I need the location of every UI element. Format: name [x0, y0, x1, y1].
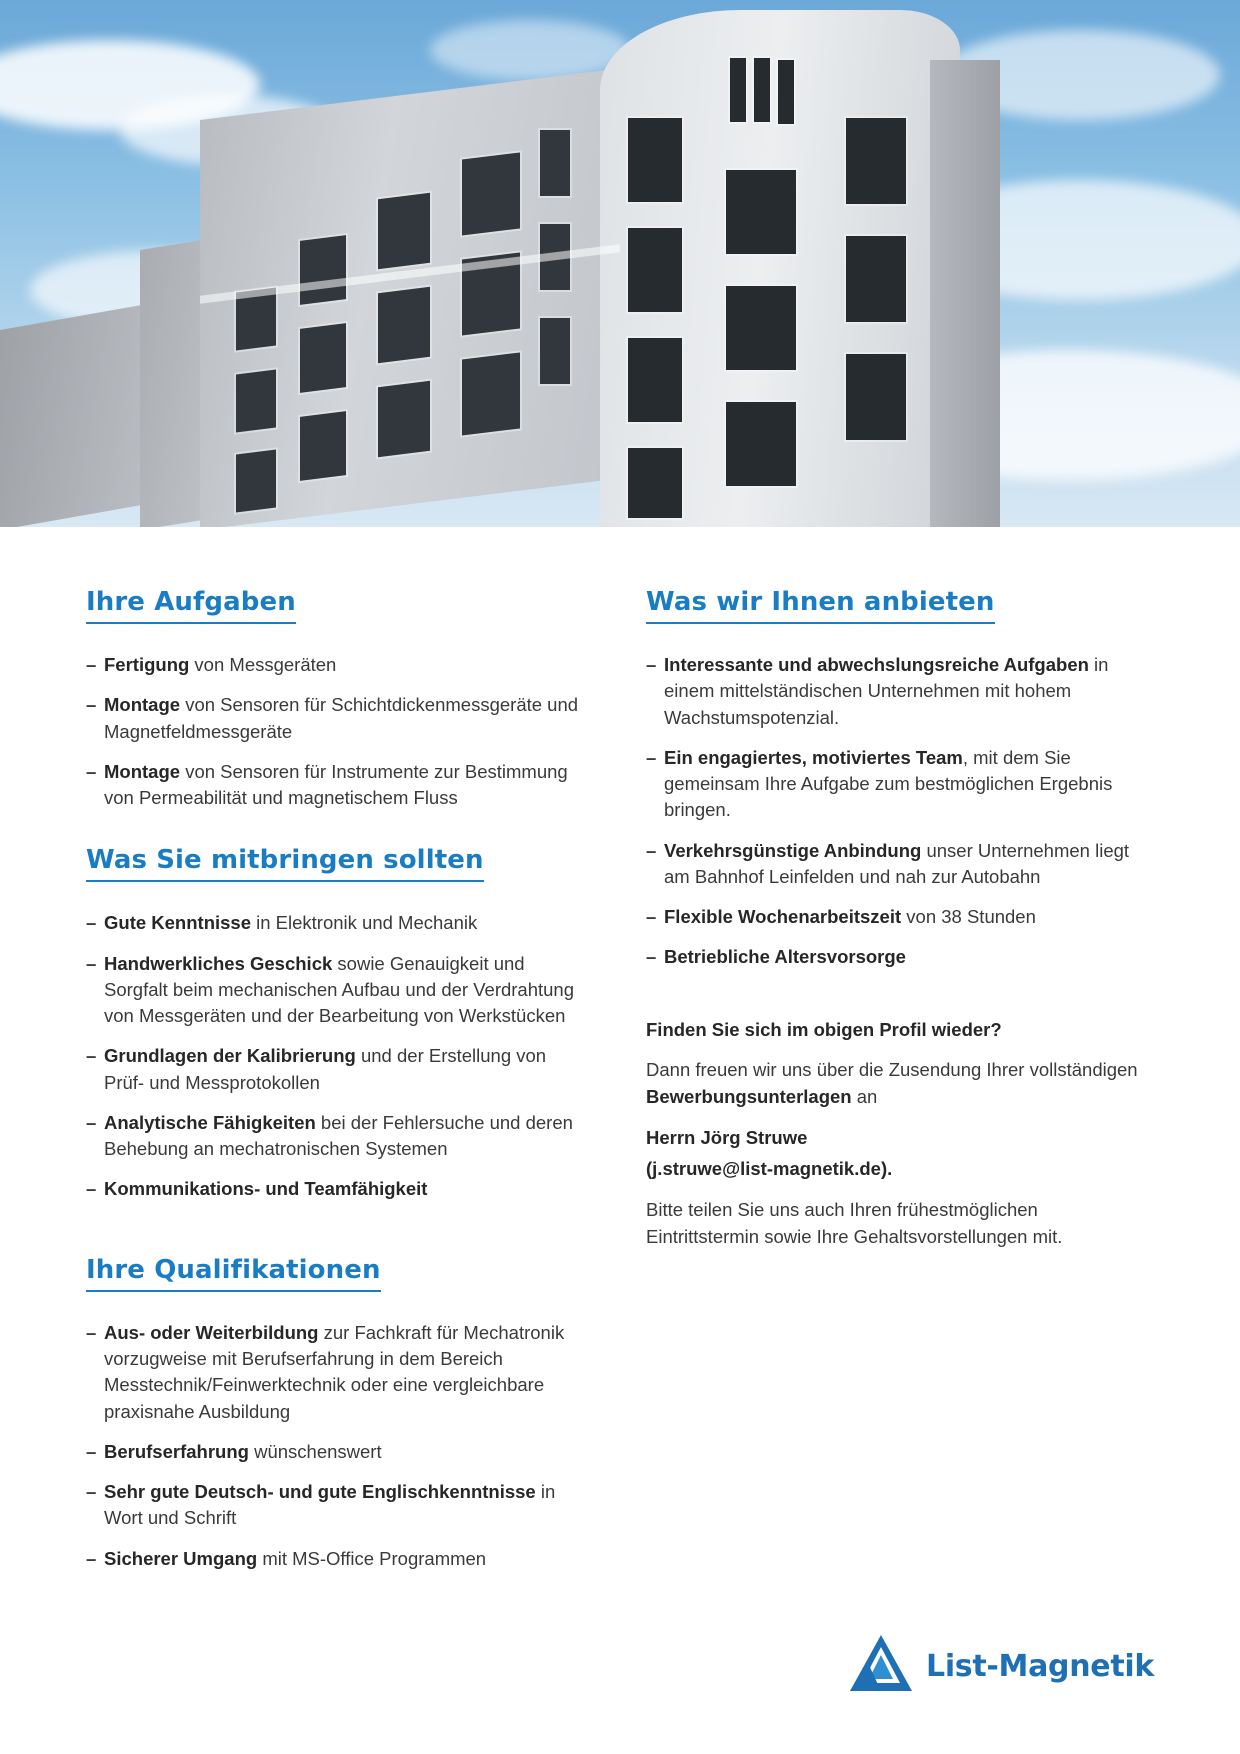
list-item: [646, 745, 1148, 824]
window: [628, 118, 682, 202]
triangle-a-logo-icon: [848, 1633, 914, 1700]
section-heading: Was Sie mitbringen sollten: [86, 845, 484, 882]
closing-invitation: [646, 1057, 1148, 1111]
list-item-lead: Verkehrsgünstige Anbindung: [664, 839, 922, 861]
closing-invitation-post: an: [851, 1086, 878, 1108]
list-item: [86, 1439, 588, 1465]
document-body: [0, 527, 1240, 1606]
list-item-rest: in Wort und Schrift: [104, 1481, 556, 1529]
list-item: [86, 692, 588, 745]
company-logo: [848, 1633, 1154, 1700]
list-item-lead: Fertigung: [104, 654, 190, 675]
list-item-lead: Kommunikations- und Teamfähigkeit: [104, 1178, 428, 1200]
window: [846, 354, 906, 440]
list-item: [86, 1043, 588, 1096]
window: [378, 287, 430, 363]
window: [726, 170, 796, 254]
list-item: [646, 838, 1148, 891]
list-item-rest: von 38 Stunden: [901, 906, 1036, 928]
list-item: [86, 910, 588, 936]
list-item: [86, 652, 588, 678]
list-item-lead: Handwerkliches Geschick: [104, 952, 333, 974]
left-column: [86, 587, 588, 1606]
list-item-lead: Sehr gute Deutsch- und gute Englischkenntnisse: [104, 1481, 536, 1503]
window: [628, 448, 682, 518]
window: [540, 318, 570, 384]
list-item-rest: von Messgeräten: [189, 654, 337, 675]
list-item: [86, 1176, 588, 1202]
window: [628, 338, 682, 422]
list-item-lead: Aus- oder Weiterbildung: [104, 1321, 319, 1343]
list-item-rest: wünschenswert: [248, 1440, 382, 1462]
window: [778, 60, 794, 124]
qualifications-list: [86, 1320, 588, 1572]
list-item-lead: Flexible Wochenarbeitszeit: [664, 906, 902, 928]
list-item-lead: Betriebliche Altersvorsorge: [664, 946, 906, 968]
list-item-rest: von Sensoren für Instrumente zur Bestimmung von Permeabilität und magnetischem Fluss: [104, 760, 568, 809]
list-item: [646, 652, 1148, 731]
closing-invitation-pre: Dann freuen wir uns über die Zusendung Ihrer vollständigen: [646, 1059, 1138, 1081]
section-heading: Was wir Ihnen anbieten: [646, 587, 995, 624]
closing-question: Finden Sie sich im obigen Profil wieder?: [646, 1018, 1002, 1040]
task-list: [86, 652, 588, 811]
building-edge-right: [930, 60, 1000, 527]
closing-invitation-bold: Bewerbungsunterlagen: [646, 1086, 852, 1108]
list-item-lead: Montage: [104, 694, 181, 716]
list-item-rest: , mit dem Sie gemeinsam Ihre Aufgabe zum bestmöglichen Ergebnis bringen.: [664, 746, 1113, 821]
list-item-rest: unser Unternehmen liegt am Bahnhof Leinfelden und nah zur Autobahn: [664, 839, 1130, 887]
logo-wordmark: List-Magnetik: [926, 1649, 1154, 1684]
list-item-rest: bei der Fehlersuche und deren Behebung an mechatronischen Systemen: [104, 1111, 573, 1160]
window: [462, 352, 520, 435]
requirements-list: [86, 910, 588, 1202]
window: [730, 58, 746, 122]
section-was-sie-mitbringen-sollten: [86, 845, 588, 1202]
window: [236, 450, 276, 513]
window: [300, 411, 346, 481]
list-item: [646, 944, 1148, 970]
contact-email[interactable]: (j.struwe@list-magnetik.de).: [646, 1157, 893, 1179]
window: [300, 323, 346, 393]
list-item-rest: in einem mittelständischen Unternehmen mit hohem Wachstumspotenzial.: [664, 654, 1109, 728]
benefits-list: [646, 652, 1148, 971]
window: [378, 193, 430, 269]
list-item-rest: zur Fachkraft für Mechatronik vorzugweise mit Berufserfahrung in dem Bereich Messtechnik/Feinwerktechnik oder eine vergleichbare praxisnahe Ausbildung: [104, 1321, 565, 1422]
list-item-lead: Interessante und abwechslungsreiche Aufgaben: [664, 654, 1089, 675]
window: [300, 235, 346, 305]
window: [846, 236, 906, 322]
list-item-lead: Berufserfahrung: [104, 1440, 249, 1462]
section-heading: Ihre Aufgaben: [86, 587, 296, 624]
list-item-lead: Gute Kenntnisse: [104, 912, 251, 934]
closing-final-note: Bitte teilen Sie uns auch Ihren frühestmöglichen Eintrittstermin sowie Ihre Gehaltsvorstellungen mit.: [646, 1198, 1063, 1247]
hero-image: [0, 0, 1240, 527]
list-item: [86, 1320, 588, 1425]
list-item-lead: Ein engagiertes, motiviertes Team: [664, 746, 963, 768]
window: [462, 152, 520, 235]
list-item: [86, 951, 588, 1030]
building-wing-far-left: [0, 302, 160, 527]
list-item-rest: von Sensoren für Schichtdickenmessgeräte und Magnetfeldmessgeräte: [104, 694, 579, 742]
window: [540, 130, 570, 196]
list-item-rest: in Elektronik und Mechanik: [251, 912, 478, 934]
window: [754, 58, 770, 122]
contact-name: Herrn Jörg Struwe: [646, 1127, 808, 1149]
list-item-rest: sowie Genauigkeit und Sorgfalt beim mechanischen Aufbau und der Verdrahtung von Messgeräten und der Bearbeitung von Werkstücken: [104, 952, 575, 1027]
list-item-rest: und der Erstellung von Prüf- und Messprotokollen: [104, 1045, 547, 1093]
section-was-wir-ihnen-anbieten: [646, 587, 1148, 971]
window: [846, 118, 906, 204]
window: [378, 381, 430, 457]
window: [726, 402, 796, 486]
list-item: [86, 1546, 588, 1572]
list-item: [86, 759, 588, 812]
section-heading: Ihre Qualifikationen: [86, 1255, 381, 1292]
right-column: [646, 587, 1148, 1606]
list-item-rest: mit MS-Office Programmen: [257, 1547, 487, 1569]
window: [726, 286, 796, 370]
list-item: [646, 904, 1148, 930]
list-item: [86, 1110, 588, 1163]
window: [236, 370, 276, 433]
section-ihre-qualifikationen: [86, 1255, 588, 1572]
window: [628, 228, 682, 312]
application-closing-block: [646, 1017, 1148, 1251]
list-item-lead: Sicherer Umgang: [104, 1547, 258, 1569]
section-ihre-aufgaben: [86, 587, 588, 811]
list-item: [86, 1479, 588, 1532]
list-item-lead: Grundlagen der Kalibrierung: [104, 1045, 356, 1067]
list-item-lead: Montage: [104, 760, 181, 782]
list-item-lead: Analytische Fähigkeiten: [104, 1111, 316, 1133]
